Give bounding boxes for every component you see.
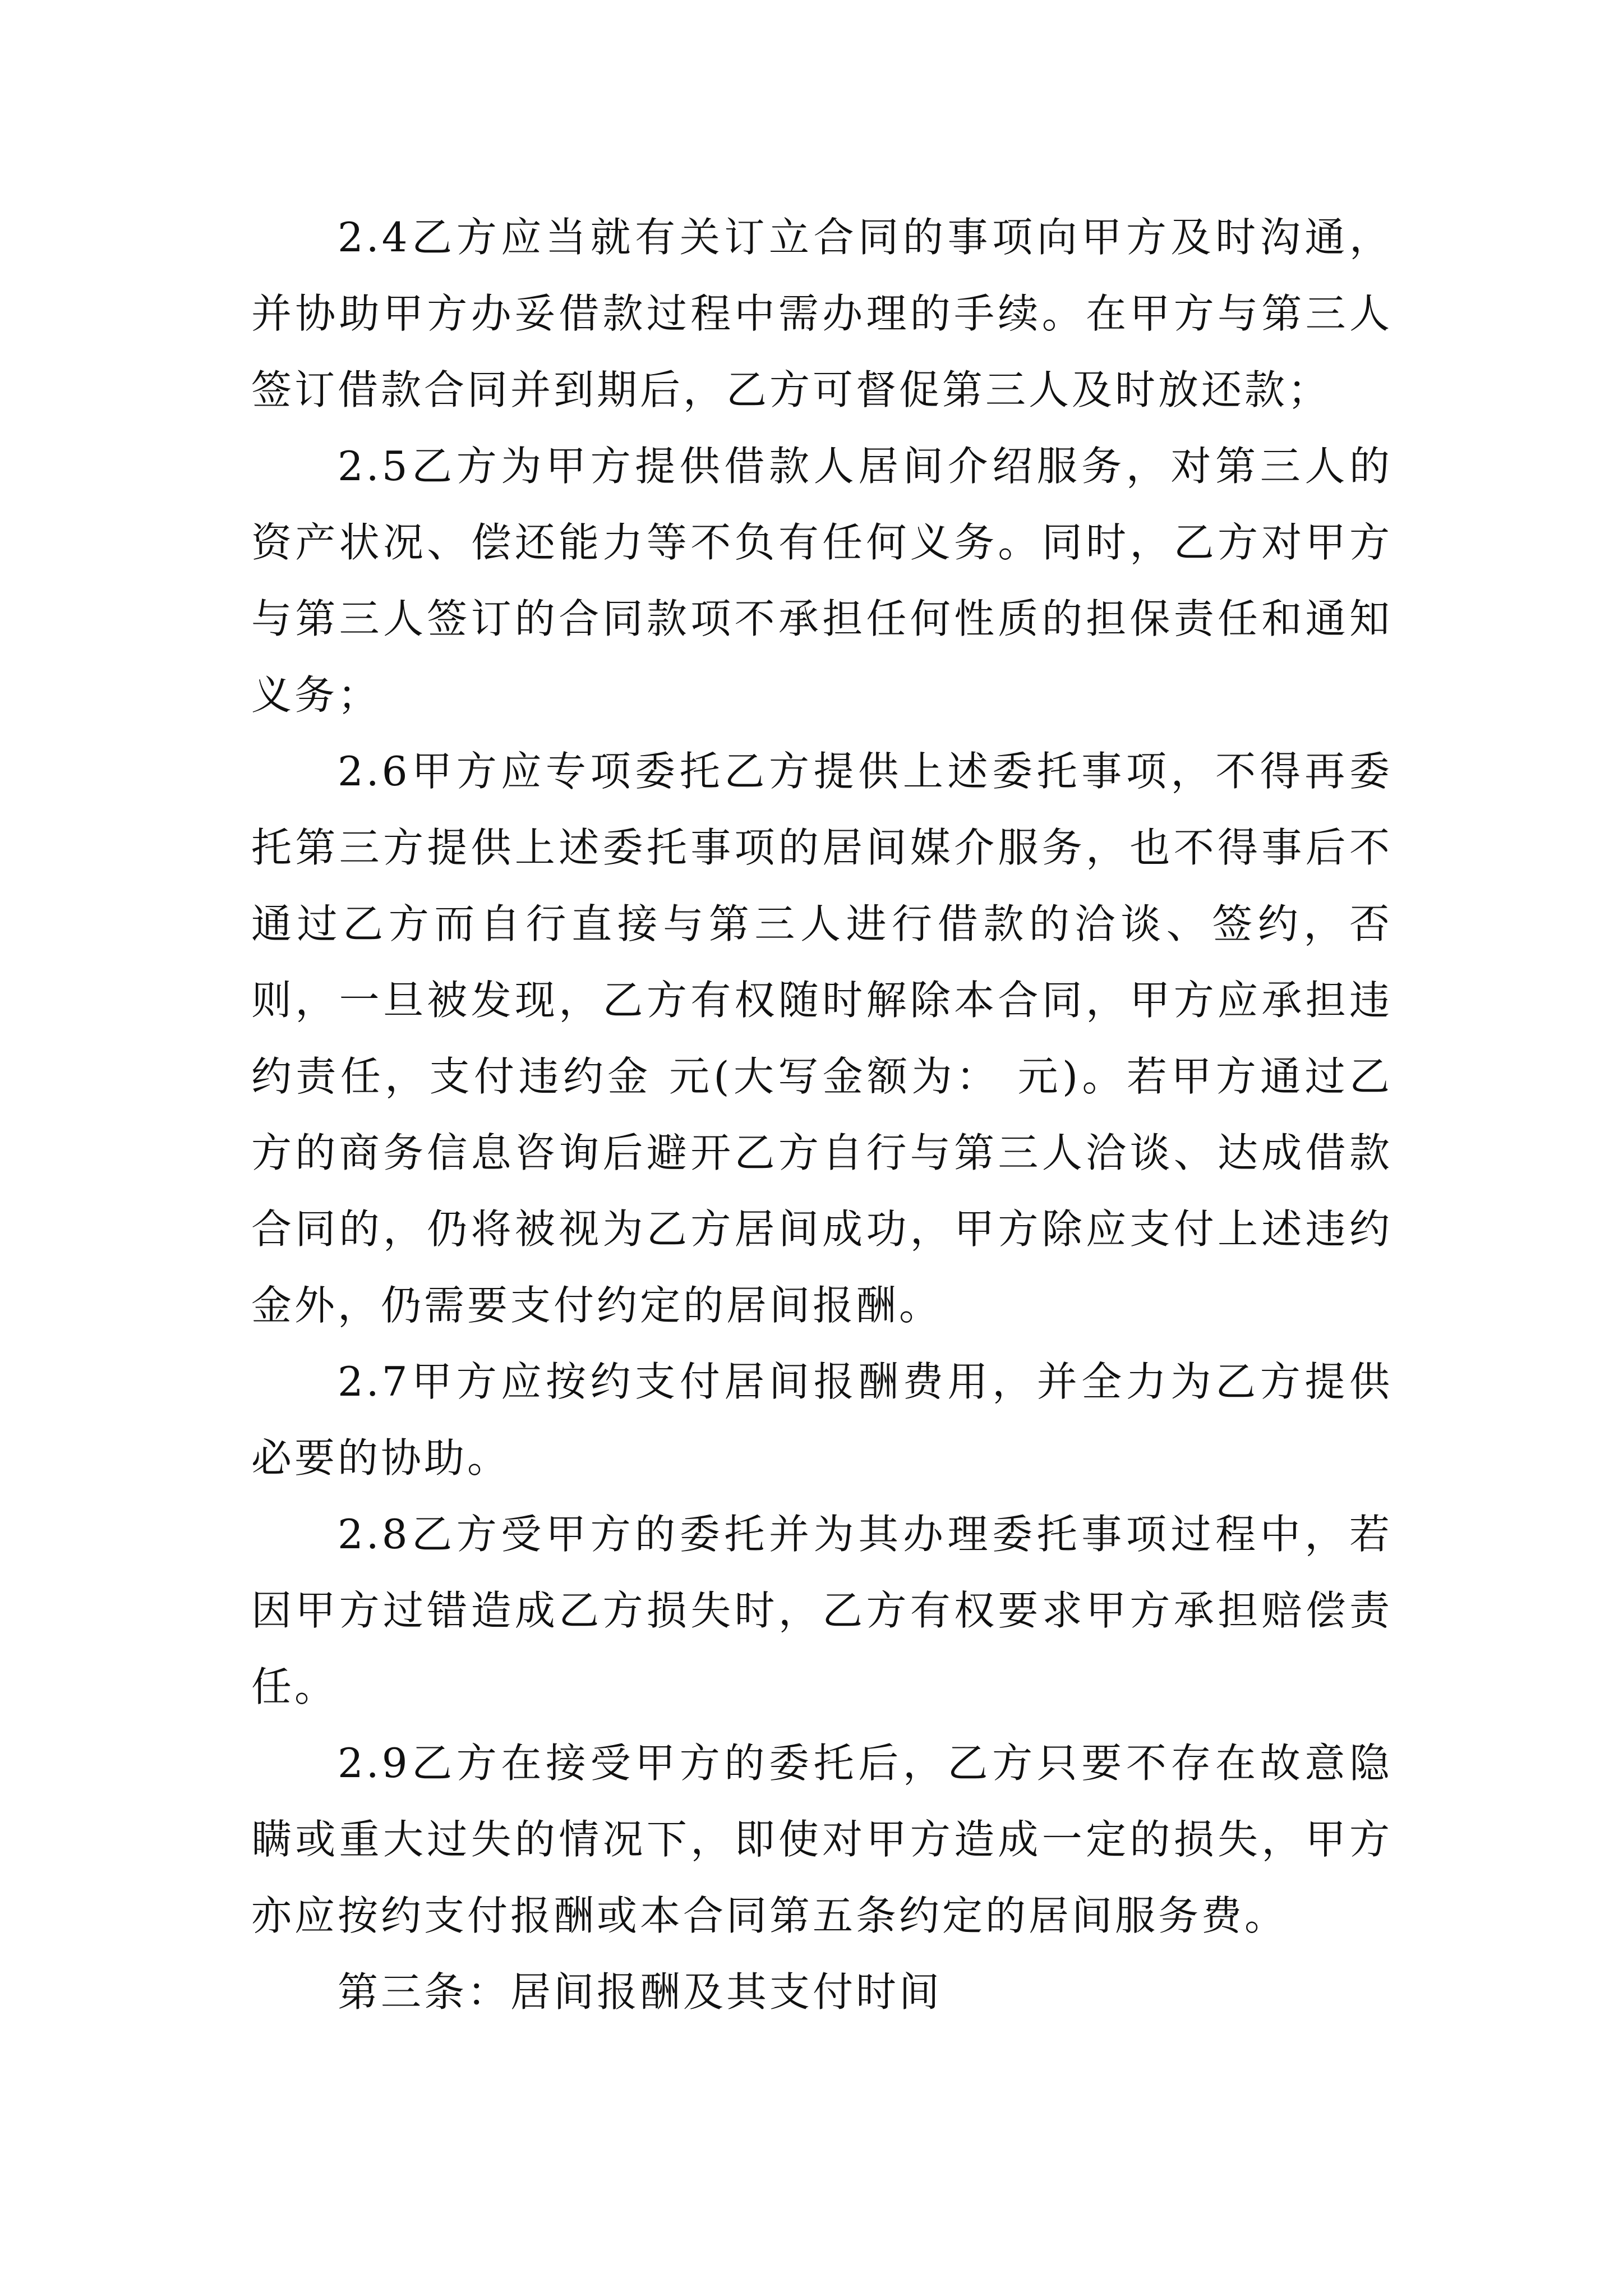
clause-2-9: 2.9乙方在接受甲方的委托后，乙方只要不存在故意隐瞒或重大过失的情况下，即使对甲方造成一定的损失，甲方亦应按约支付报酬或本合同第五条约定的居间服务费。 — [251, 1740, 1393, 1939]
clause-2-4: 2.4乙方应当就有关订立合同的事项向甲方及时沟通，并协助甲方办妥借款过程中需办理的手续。在甲方与第三人签订借款合同并到期后，乙方可督促第三人及时放还款； — [251, 214, 1393, 413]
clause-2-6: 2.6甲方应专项委托乙方提供上述委托事项，不得再委托第三方提供上述委托事项的居间媒介服务，也不得事后不通过乙方而自行直接与第三人进行借款的洽谈、签约，否则，一旦被发现，乙方有权随时解除本合同，甲方应承担违约责任，支付违约金 元(大写金额为： 元)。若甲方通过乙方的商务信息咨询后避开乙方自行与第三人洽谈、达成借款合同的，仍将被视为乙方居间成功，甲方除应支付上述违约金外，仍需要支付约定的居间报酬。 — [251, 748, 1393, 1329]
document-body — [251, 199, 1393, 2030]
clause-2-7: 2.7甲方应按约支付居间报酬费用，并全力为乙方提供必要的协助。 — [251, 1358, 1393, 1481]
clause-2-8: 2.8乙方受甲方的委托并为其办理委托事项过程中，若因甲方过错造成乙方损失时，乙方有权要求甲方承担赔偿责任。 — [251, 1511, 1393, 1710]
clause-2-5: 2.5乙方为甲方提供借款人居间介绍服务，对第三人的资产状况、偿还能力等不负有任何义务。同时，乙方对甲方与第三人签订的合同款项不承担任何性质的担保责任和通知义务； — [251, 443, 1393, 719]
section-heading-article-3: 第三条：居间报酬及其支付时间 — [338, 1968, 943, 2016]
